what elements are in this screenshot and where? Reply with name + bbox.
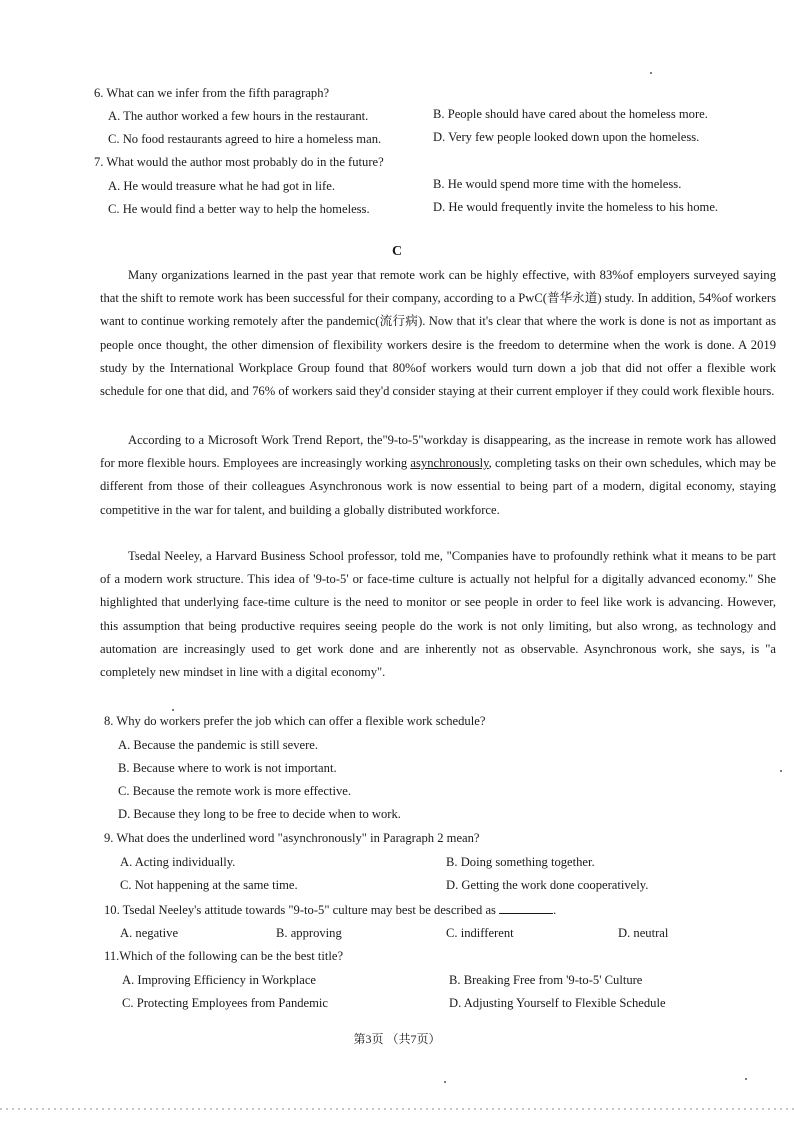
- q9-option-c: C. Not happening at the same time.: [120, 878, 298, 892]
- paragraph-2-text-start: According to a Microsoft Work Trend Report, the"9-to-5"workday is disappearing, as the increase in remote work has allowed for more flexible hours. Employees are increasingly working: [100, 433, 776, 471]
- page-number: 第3页 （共7页）: [353, 1032, 441, 1046]
- q6-option-a: A. The author worked a few hours in the restaurant.: [108, 109, 369, 123]
- q9-question: 9. What does the underlined word "asynchronously" in Paragraph 2 mean?: [104, 831, 480, 845]
- q10-question-text: 10. Tsedal Neeley's attitude towards "9-to-5" culture may best be described as: [104, 903, 496, 917]
- passage-paragraph-3: Tsedal Neeley, a Harvard Business School professor, told me, "Companies have to profoundly rethink what it means to be part of a modern work structure. This idea of '9-to-5' or face-time culture is actually not helpful for a digitally advanced economy." She highlighted that underlying face-time culture is the need to monitor or see people in order to feel like work is advancing. However, this assumption that being productive requires seeing people do the work is not only limiting, but also wrong, as technology and automation are increasingly used to get work done and are inherently not as observable. Asynchronous work, she says, is "a completely new mindset in line with a digital economy".: [100, 549, 776, 680]
- q9-option-d: D. Getting the work done cooperatively.: [446, 878, 649, 892]
- scan-dotted-edge: [0, 1108, 794, 1110]
- passage-paragraph-1: Many organizations learned in the past year that remote work can be highly effective, with 83%of employers surveyed saying that the shift to remote work has been successful for their company, according to a PwC(普华永道) study. In addition, 54%of workers want to continue working remotely after the pandemic(流行病). Now that it's clear that where the work is done is not as important as people once thought, the other dimension of flexibility workers desire is the freedom to determine when the work is done. A 2019 study by the International Workplace Group found that 80%of workers would turn down a job that did not offer a flexible work schedule for one that did, and 76% of workers said they'd consider staying at their current employer if they could work flexible hours.: [100, 268, 776, 399]
- q7-question: 7. What would the author most probably do in the future?: [94, 155, 384, 169]
- q7-option-d: D. He would frequently invite the homeless to his home.: [433, 200, 719, 214]
- q9-option-a: A. Acting individually.: [120, 855, 236, 869]
- q7-option-b: B. He would spend more time with the homeless.: [433, 177, 682, 191]
- q11-option-c: C. Protecting Employees from Pandemic: [122, 996, 329, 1010]
- q8-option-b: B. Because where to work is not important.: [118, 761, 337, 775]
- scan-speck: [780, 770, 782, 772]
- q10-option-a: A. negative: [120, 926, 179, 940]
- q10-option-b: B. approving: [276, 926, 342, 940]
- q10-question-end: .: [553, 903, 557, 917]
- q8-option-c: C. Because the remote work is more effective.: [118, 784, 352, 798]
- q6-option-c: C. No food restaurants agreed to hire a homeless man.: [108, 132, 382, 146]
- q11-option-d: D. Adjusting Yourself to Flexible Schedule: [449, 996, 666, 1010]
- scan-speck: [745, 1078, 747, 1080]
- underlined-word: asynchronously: [410, 456, 489, 471]
- q8-question: 8. Why do workers prefer the job which can offer a flexible work schedule?: [104, 714, 486, 728]
- q10-option-c: C. indifferent: [446, 926, 514, 940]
- scan-speck: [444, 1081, 446, 1083]
- q9-option-b: B. Doing something together.: [446, 855, 595, 869]
- passage-paragraph-2: [100, 429, 776, 522]
- scan-speck: [172, 709, 174, 711]
- q10-option-d: D. neutral: [618, 926, 669, 940]
- q10-question: [104, 902, 556, 918]
- q6-option-d: D. Very few people looked down upon the homeless.: [433, 130, 700, 144]
- q6-question: 6. What can we infer from the fifth paragraph?: [94, 86, 330, 100]
- q8-option-d: D. Because they long to be free to decide when to work.: [118, 807, 401, 821]
- q11-option-b: B. Breaking Free from '9-to-5' Culture: [449, 973, 643, 987]
- paragraph-2-text-end: , completing tasks on their own schedules, which may be different from those of their colleagues Asynchronous work is now essential to being part of a modern, digital economy, staying competitive in the war for talent, and building a globally distributed workforce.: [100, 456, 777, 517]
- q8-option-a: A. Because the pandemic is still severe.: [118, 738, 319, 752]
- section-title: C: [391, 244, 403, 259]
- q7-option-a: A. He would treasure what he had got in life.: [108, 179, 335, 193]
- q11-question: 11.Which of the following can be the best title?: [104, 949, 344, 963]
- scan-speck: [650, 72, 652, 74]
- answer-blank: [499, 902, 553, 914]
- q7-option-c: C. He would find a better way to help the homeless.: [108, 202, 370, 216]
- q11-option-a: A. Improving Efficiency in Workplace: [122, 973, 317, 987]
- q6-option-b: B. People should have cared about the homeless more.: [433, 107, 708, 121]
